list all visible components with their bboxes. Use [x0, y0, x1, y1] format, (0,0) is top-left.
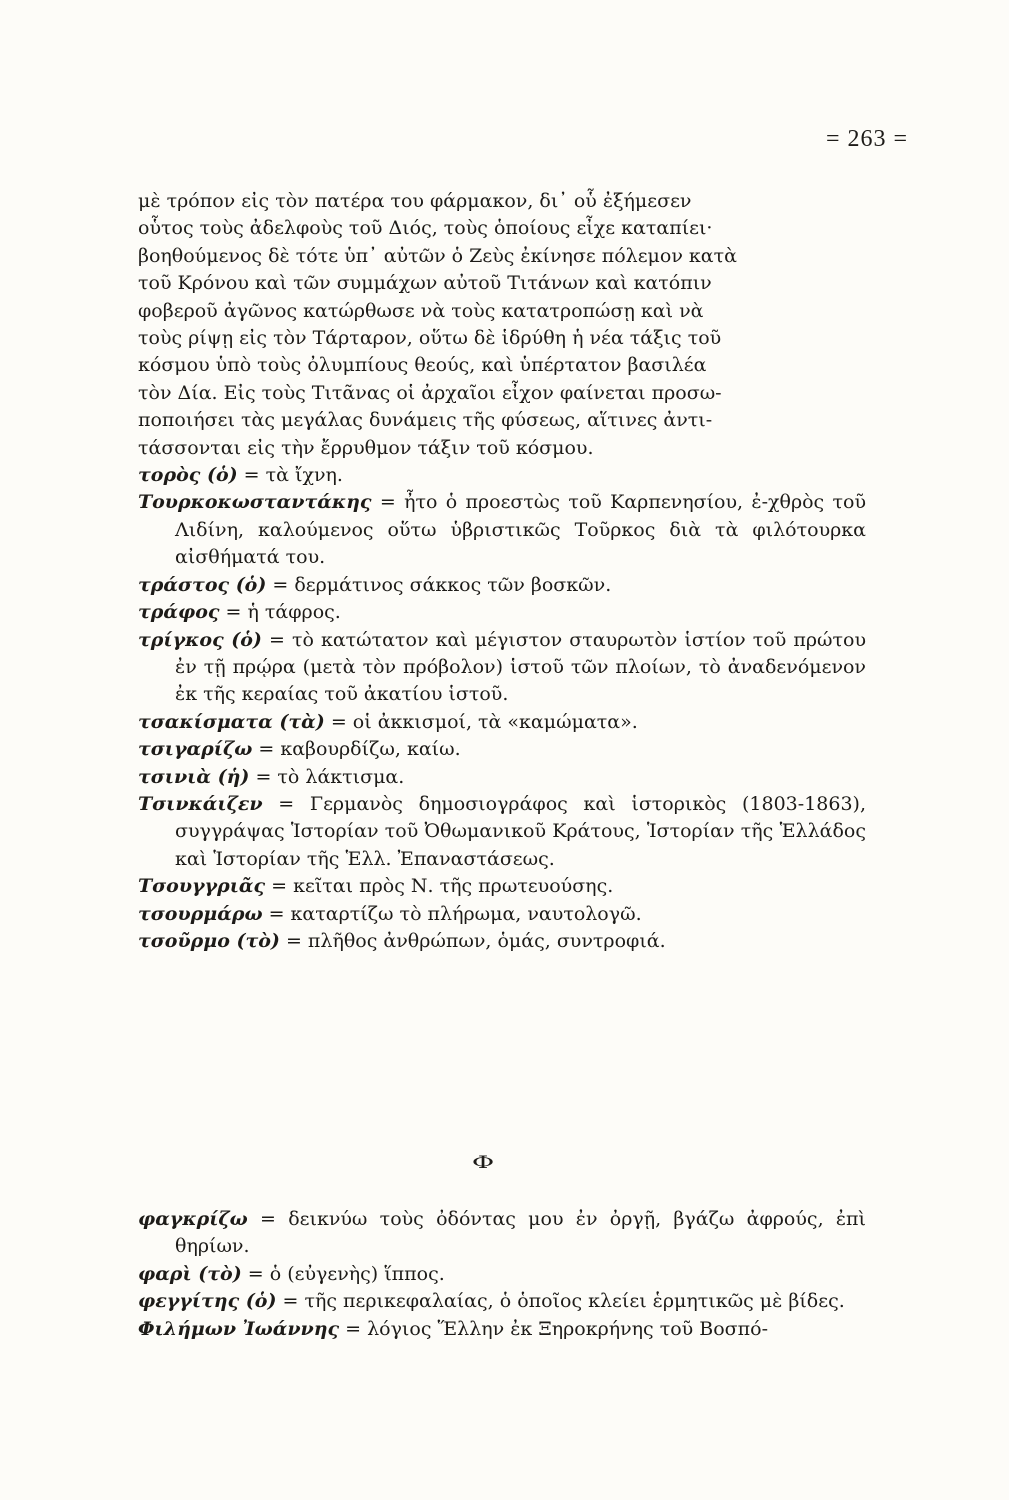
glossary-entry: [138, 928, 866, 955]
entry-definition: = τὸ λάκτισμα.: [255, 765, 405, 788]
glossary-entry: [138, 764, 866, 791]
entry-term: τσινιὰ (ἡ): [138, 765, 250, 788]
glossary-entry: [138, 572, 866, 599]
text-line: οὗτος τοὺς ἀδελφοὺς τοῦ Διός, τοὺς ὁποίους εἶχε καταπίει·: [138, 217, 713, 240]
entry-term: Τσουγγριᾶς: [138, 875, 266, 898]
glossary-entry: [138, 462, 866, 489]
glossary-entry: [138, 627, 866, 709]
text-line: φοβεροῦ ἀγῶνος κατώρθωσε νὰ τοὺς κατατροπώσῃ καὶ νὰ: [138, 299, 704, 322]
entry-term: τσακίσματα (τὰ): [138, 710, 325, 733]
phi-section: [138, 1206, 866, 1343]
entry-definition: = τὰ ἴχνη.: [243, 464, 343, 487]
text-line: τοῦ Κρόνου καὶ τῶν συμμάχων αὐτοῦ Τιτάνων καὶ κατόπιν: [138, 272, 712, 295]
glossary-entry: [138, 736, 866, 763]
entry-term: τορὸς (ὁ): [138, 464, 238, 487]
text-line: τοὺς ρίψῃ εἰς τὸν Τάρταρον, οὕτω δὲ ἱδρύθη ἡ νέα τάξις τοῦ: [138, 327, 722, 350]
entry-term: Τουρκοκωσταντάκης: [138, 491, 372, 514]
entry-definition: = καβουρδίζω, καίω.: [258, 738, 461, 761]
page-number: = 263 =: [826, 126, 909, 152]
glossary-entry: [138, 873, 866, 900]
entry-definition: = τὸ κατώτατον καὶ μέγιστον σταυρωτὸν ἱστίον τοῦ πρώτου ἐν τῇ πρῴρα (μετὰ τὸν πρόβολον) ἱστοῦ τῶν πλοίων, τὸ ἀναδενόμενον ἐκ τῆς κεραίας τοῦ ἀκατίου ἱστοῦ.: [175, 628, 866, 706]
entry-definition: = ἦτο ὁ προεστὼς τοῦ Καρπενησίου, ἐ-χθρὸς τοῦ Λιδίνη, καλούμενος οὕτω ὑβριστικῶς Τοῦρκος διὰ τὰ φιλότουρκα αἰσθήματά του.: [175, 491, 867, 569]
glossary-entry: [138, 489, 866, 571]
intro-paragraph: [138, 188, 866, 462]
glossary-entry: [138, 599, 866, 626]
glossary-entry: [138, 1261, 866, 1288]
text-line: ποποιήσει τὰς μεγάλας δυνάμεις τῆς φύσεως, αἵτινες ἀντι-: [138, 409, 713, 432]
entry-definition: = καταρτίζω τὸ πλήρωμα, ναυτολογῶ.: [268, 902, 642, 925]
entry-term: φαγκρίζω: [138, 1208, 248, 1230]
entry-term: τρίγκος (ὁ): [138, 628, 262, 651]
entry-definition: = λόγιος Ἕλλην ἐκ Ξηροκρήνης τοῦ Βοσπό-: [345, 1317, 768, 1340]
text-line: τὸν Δία. Εἰς τοὺς Τιτᾶνας οἱ ἀρχαῖοι εἶχον φαίνεται προσω-: [138, 381, 722, 404]
entry-definition: = οἱ ἀκκισμοί, τὰ «καμώματα».: [330, 710, 638, 733]
entry-term: τράφος: [138, 601, 220, 624]
section-letter-heading: Φ: [471, 1153, 495, 1173]
glossary-entry: [138, 1206, 866, 1261]
text-line: τάσσονται εἰς τὴν ἔρρυθμον τάξιν τοῦ κόσμου.: [138, 436, 594, 459]
entry-definition: = κεῖται πρὸς Ν. τῆς πρωτευούσης.: [271, 875, 614, 898]
entry-term: φεγγίτης (ὁ): [138, 1290, 277, 1313]
entry-definition: = ἡ τάφρος.: [225, 601, 341, 624]
glossary-entry: [138, 791, 866, 873]
glossary-entry: [138, 709, 866, 736]
entry-definition: = τῆς περικεφαλαίας, ὁ ὁποῖος κλείει ἑρμητικῶς μὲ βίδες.: [282, 1290, 845, 1313]
entry-term: τσουρμάρω: [138, 902, 263, 925]
glossary-entry: [138, 1288, 866, 1315]
entry-definition: = δεικνύω τοὺς ὀδόντας μου ἐν ὀργῇ, βγάζω ἀφρούς, ἐπὶ θηρίων.: [175, 1208, 866, 1258]
entry-term: Φιλήμων Ἰωάννης: [138, 1317, 340, 1340]
entry-definition: = Γερμανὸς δημοσιογράφος καὶ ἱστορικὸς (1803-1863), συγγράψας Ἱστορίαν τοῦ Ὀθωμανικοῦ Κράτους, Ἱστορίαν τῆς Ἑλλάδος καὶ Ἱστορίαν τῆς Ἑλλ. Ἐπαναστάσεως.: [175, 792, 866, 870]
entry-term: Τσινκάιζεν: [138, 792, 263, 815]
entry-definition: = πλῆθος ἀνθρώπων, ὁμάς, συντροφιά.: [285, 929, 666, 952]
entry-term: τσοῦρμο (τὸ): [138, 929, 280, 952]
text-line: κόσμου ὑπὸ τοὺς ὀλυμπίους θεούς, καὶ ὑπέρτατον βασιλέα: [138, 354, 707, 377]
entry-term: τράστος (ὁ): [138, 573, 267, 596]
entry-term: τσιγαρίζω: [138, 738, 253, 761]
text-line: μὲ τρόπον εἰς τὸν πατέρα του φάρμακον, δι᾿ οὗ ἐξήμεσεν: [138, 190, 692, 212]
glossary-entry: [138, 1316, 866, 1343]
text-line: βοηθούμενος δὲ τότε ὑπ᾿ αὐτῶν ὁ Ζεὺς ἐκίνησε πόλεμον κατὰ: [138, 244, 737, 267]
entry-definition: = ὁ (εὐγενὴς) ἵππος.: [247, 1262, 445, 1285]
entry-definition: = δερμάτινος σάκκος τῶν βοσκῶν.: [272, 573, 612, 596]
glossary-entry: [138, 901, 866, 928]
page-body: [138, 188, 866, 955]
entry-term: φαρὶ (τὸ): [138, 1262, 242, 1285]
